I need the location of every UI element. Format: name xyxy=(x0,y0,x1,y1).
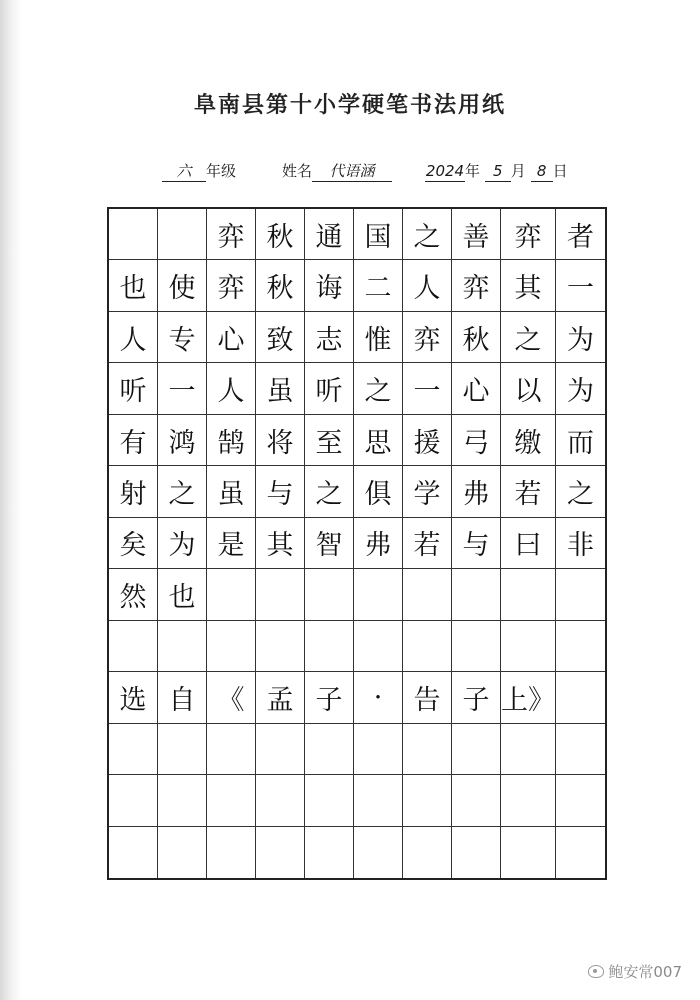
grid-cell: 惟 xyxy=(354,312,403,363)
grid-cell: 之 xyxy=(403,209,452,260)
grid-cell: 人 xyxy=(207,363,256,414)
grid-cell: 之 xyxy=(354,363,403,414)
grid-cell: 而 xyxy=(556,415,605,466)
grid-cell xyxy=(305,827,354,878)
grade-field xyxy=(162,160,236,182)
grid-cell xyxy=(207,569,256,620)
grid-cell: 也 xyxy=(109,260,158,311)
grid-cell: 非 xyxy=(556,518,605,569)
grid-cell: 将 xyxy=(256,415,305,466)
grid-cell xyxy=(256,827,305,878)
grid-cell: 与 xyxy=(452,518,501,569)
grid-cell: 者 xyxy=(556,209,605,260)
grid-cell: 听 xyxy=(305,363,354,414)
grid-cell: 弈 xyxy=(207,260,256,311)
year-label: 年 xyxy=(465,162,481,180)
grid-cell: 《 xyxy=(207,672,256,723)
grid-cell: 之 xyxy=(501,312,556,363)
grid-cell xyxy=(256,724,305,775)
grid-cell xyxy=(403,621,452,672)
grid-cell xyxy=(109,827,158,878)
grid-cell xyxy=(158,775,207,826)
grid-cell: 诲 xyxy=(305,260,354,311)
grid-cell: 告 xyxy=(403,672,452,723)
grid-cell: 秋 xyxy=(256,209,305,260)
grid-cell xyxy=(501,724,556,775)
grid-cell: 然 xyxy=(109,569,158,620)
grid-cell: 与 xyxy=(256,466,305,517)
grid-cell: 子 xyxy=(305,672,354,723)
grid-cell: 致 xyxy=(256,312,305,363)
grid-cell xyxy=(452,569,501,620)
grid-cell: 射 xyxy=(109,466,158,517)
grid-cell xyxy=(556,827,605,878)
grid-cell: 弗 xyxy=(452,466,501,517)
grid-cell xyxy=(207,827,256,878)
grid-cell xyxy=(109,775,158,826)
grid-cell: 秋 xyxy=(256,260,305,311)
month-label: 月 xyxy=(510,162,526,180)
grade-label: 年级 xyxy=(206,162,237,180)
grid-cell xyxy=(403,775,452,826)
grid-cell: 专 xyxy=(158,312,207,363)
grid-cell: 俱 xyxy=(354,466,403,517)
grid-cell: 秋 xyxy=(452,312,501,363)
grid-cell: 弓 xyxy=(452,415,501,466)
grid-cell xyxy=(556,621,605,672)
grid-cell xyxy=(158,209,207,260)
grid-cell xyxy=(556,724,605,775)
grid-cell: 思 xyxy=(354,415,403,466)
grid-cell: 弗 xyxy=(354,518,403,569)
grid-cell xyxy=(403,724,452,775)
grid-cell: 为 xyxy=(556,363,605,414)
grid-cell: 上》 xyxy=(501,672,556,723)
grid-cell: 子 xyxy=(452,672,501,723)
grid-cell: 之 xyxy=(158,466,207,517)
grid-cell: 弈 xyxy=(452,260,501,311)
grade-value: 六 xyxy=(162,161,206,182)
grid-cell xyxy=(256,775,305,826)
watermark xyxy=(588,961,682,982)
grid-cell: 一 xyxy=(403,363,452,414)
grid-cell: 心 xyxy=(207,312,256,363)
grid-cell xyxy=(109,724,158,775)
grid-cell: 矣 xyxy=(109,518,158,569)
grid-cell xyxy=(207,775,256,826)
grid-cell: 之 xyxy=(556,466,605,517)
grid-cell xyxy=(256,569,305,620)
date-field xyxy=(425,160,568,182)
grid-cell: · xyxy=(354,672,403,723)
grid-cell: 通 xyxy=(305,209,354,260)
grid-cell: 是 xyxy=(207,518,256,569)
grid-cell: 以 xyxy=(501,363,556,414)
grid-cell xyxy=(452,621,501,672)
weibo-icon xyxy=(588,965,604,978)
grid-cell xyxy=(452,827,501,878)
paper-title: 阜南县第十小学硬笔书法用纸 xyxy=(193,92,506,118)
grid-cell xyxy=(354,724,403,775)
grid-cell xyxy=(207,621,256,672)
grid-cell: 虽 xyxy=(256,363,305,414)
grid-cell xyxy=(305,569,354,620)
grid-cell: 弈 xyxy=(207,209,256,260)
grid-cell: 孟 xyxy=(256,672,305,723)
grid-cell: 鸿 xyxy=(158,415,207,466)
grid-cell xyxy=(305,724,354,775)
grid-cell: 有 xyxy=(109,415,158,466)
grid-cell xyxy=(305,621,354,672)
watermark-text: 鲍安常007 xyxy=(608,963,682,981)
grid-cell xyxy=(452,775,501,826)
grid-cell: 曰 xyxy=(501,518,556,569)
grid-cell: 虽 xyxy=(207,466,256,517)
grid-cell: 二 xyxy=(354,260,403,311)
grid-cell: 至 xyxy=(305,415,354,466)
day-label: 日 xyxy=(552,162,568,180)
grid-cell xyxy=(403,569,452,620)
grid-cell xyxy=(109,209,158,260)
grid-cell: 智 xyxy=(305,518,354,569)
grid-cell xyxy=(501,827,556,878)
grid-cell: 之 xyxy=(305,466,354,517)
grid-cell: 人 xyxy=(403,260,452,311)
grid-cell xyxy=(354,775,403,826)
grid-cell: 为 xyxy=(158,518,207,569)
month-value: 5 xyxy=(485,161,511,182)
grid-cell: 善 xyxy=(452,209,501,260)
year-value: 2024 xyxy=(425,162,465,180)
grid-cell xyxy=(354,621,403,672)
grid-cell xyxy=(556,672,605,723)
grid-cell: 志 xyxy=(305,312,354,363)
grid-cell xyxy=(403,827,452,878)
grid-cell xyxy=(256,621,305,672)
grid-cell: 弈 xyxy=(403,312,452,363)
info-bar xyxy=(0,160,700,190)
grid-cell: 弈 xyxy=(501,209,556,260)
grid-cell: 心 xyxy=(452,363,501,414)
grid-cell: 选 xyxy=(109,672,158,723)
grid-cell xyxy=(452,724,501,775)
grid-cell: 为 xyxy=(556,312,605,363)
grid-cell xyxy=(354,569,403,620)
grid-cell: 使 xyxy=(158,260,207,311)
name-value: 代语涵 xyxy=(312,161,392,182)
grid-cell: 也 xyxy=(158,569,207,620)
grid-cell xyxy=(158,827,207,878)
grid-cell: 一 xyxy=(556,260,605,311)
grid-cell xyxy=(556,775,605,826)
grid-cell: 学 xyxy=(403,466,452,517)
name-field xyxy=(282,160,392,182)
grid-cell: 自 xyxy=(158,672,207,723)
grid-cell xyxy=(207,724,256,775)
grid-cell: 若 xyxy=(403,518,452,569)
grid-cell xyxy=(354,827,403,878)
grid-cell: 若 xyxy=(501,466,556,517)
grid-cell xyxy=(158,621,207,672)
grid-cell: 听 xyxy=(109,363,158,414)
grid-cell: 其 xyxy=(256,518,305,569)
grid-cell: 其 xyxy=(501,260,556,311)
writing-grid xyxy=(107,207,607,880)
grid-cell xyxy=(109,621,158,672)
name-label: 姓名 xyxy=(282,162,313,180)
grid-cell: 国 xyxy=(354,209,403,260)
grid-cell xyxy=(556,569,605,620)
grid-cell: 援 xyxy=(403,415,452,466)
grid-cell: 一 xyxy=(158,363,207,414)
grid-cell xyxy=(501,775,556,826)
grid-cell: 缴 xyxy=(501,415,556,466)
grid-cell xyxy=(158,724,207,775)
grid-cell xyxy=(501,569,556,620)
day-value: 8 xyxy=(531,161,553,182)
grid-cell xyxy=(305,775,354,826)
grid-cell: 人 xyxy=(109,312,158,363)
grid-cell xyxy=(501,621,556,672)
grid-cell: 鹄 xyxy=(207,415,256,466)
